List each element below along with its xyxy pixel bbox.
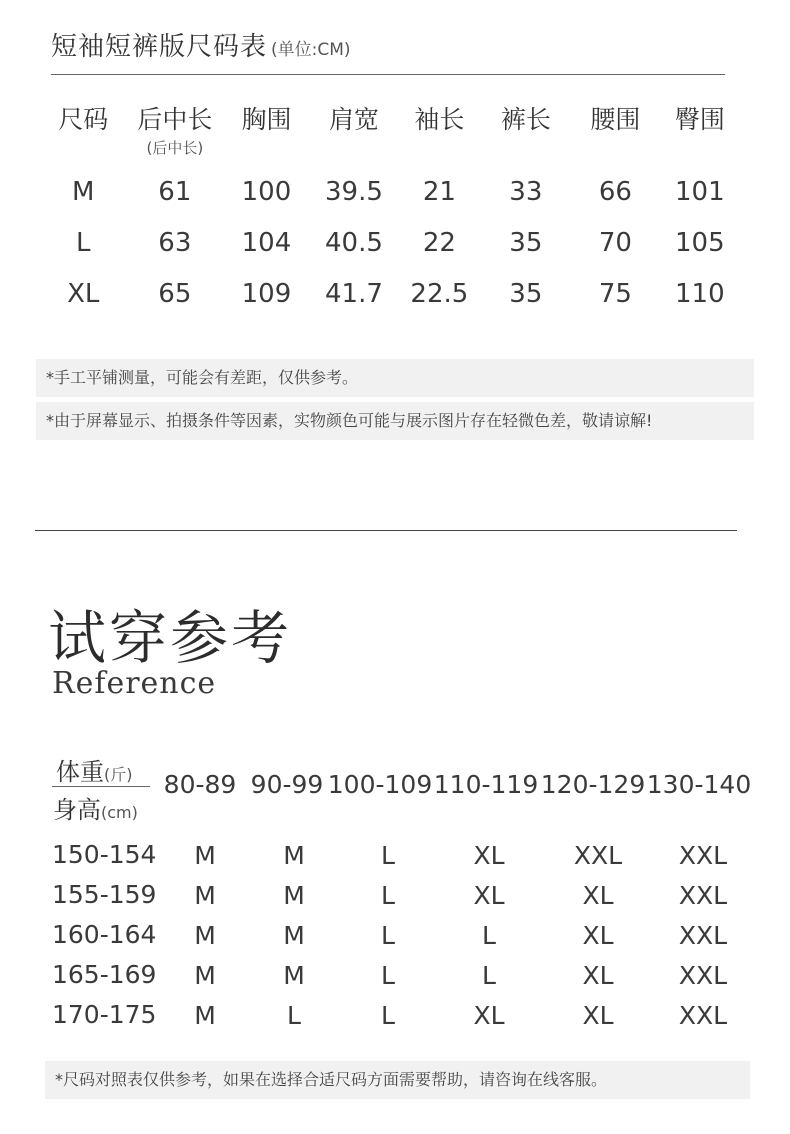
weight-range-header: 110-119 bbox=[433, 770, 539, 799]
cell-chest: 104 bbox=[241, 227, 292, 258]
reference-size-cell: XXL bbox=[678, 921, 728, 950]
weight-range-header: 90-99 bbox=[250, 770, 324, 799]
reference-size-cell: M bbox=[194, 961, 216, 990]
reference-size-cell: L bbox=[381, 961, 395, 990]
cell-chest: 109 bbox=[241, 278, 292, 309]
cell-sleeve: 21 bbox=[422, 176, 456, 207]
cell-waist: 66 bbox=[598, 176, 632, 207]
reference-size-cell: M bbox=[283, 841, 305, 870]
reference-size-cell: XL bbox=[582, 881, 614, 910]
size-row bbox=[40, 217, 740, 268]
title-divider bbox=[51, 74, 725, 75]
measurement-note: *手工平铺测量，可能会有差距，仅供参考。 bbox=[36, 359, 754, 397]
reference-size-cell: XL bbox=[582, 1001, 614, 1030]
reference-size-cell: M bbox=[194, 1001, 216, 1030]
cell-shoulder: 41.7 bbox=[325, 278, 383, 309]
cell-pants-length: 35 bbox=[509, 227, 543, 258]
reference-note: *尺码对照表仅供参考，如果在选择合适尺码方面需要帮助，请咨询在线客服。 bbox=[45, 1061, 750, 1099]
cell-waist: 70 bbox=[598, 227, 632, 258]
reference-size-cell: L bbox=[381, 921, 395, 950]
header-pants-length: 裤长 bbox=[500, 105, 551, 134]
reference-corner-header bbox=[52, 752, 152, 822]
reference-size-cell: M bbox=[194, 921, 216, 950]
cell-size: XL bbox=[67, 278, 100, 309]
height-range-label: 170-175 bbox=[52, 1000, 157, 1029]
size-chart-header-row bbox=[40, 96, 740, 166]
reference-size-cell: XL bbox=[473, 841, 505, 870]
reference-size-cell: XXL bbox=[678, 841, 728, 870]
cell-pants-length: 35 bbox=[509, 278, 543, 309]
reference-size-cell: L bbox=[381, 841, 395, 870]
reference-size-cell: XXL bbox=[678, 1001, 728, 1030]
reference-subtitle: Reference bbox=[52, 666, 217, 701]
reference-size-cell: XL bbox=[582, 961, 614, 990]
weight-axis-label: 体重(斤) bbox=[56, 758, 133, 786]
cell-back-length: 65 bbox=[158, 278, 192, 309]
cell-chest: 100 bbox=[241, 176, 292, 207]
cell-sleeve: 22.5 bbox=[410, 278, 469, 309]
reference-size-cell: M bbox=[194, 841, 216, 870]
header-size: 尺码 bbox=[58, 105, 109, 134]
reference-size-cell: M bbox=[283, 961, 305, 990]
corner-divider bbox=[52, 786, 150, 787]
size-chart-unit: (单位:CM) bbox=[271, 40, 351, 60]
header-hip: 臀围 bbox=[674, 105, 725, 134]
section-divider bbox=[35, 530, 737, 531]
weight-range-header: 130-140 bbox=[646, 770, 752, 799]
header-chest: 胸围 bbox=[241, 105, 292, 134]
weight-range-header: 120-129 bbox=[540, 770, 646, 799]
cell-size: L bbox=[75, 227, 91, 258]
weight-range-header: 80-89 bbox=[163, 770, 237, 799]
header-waist: 腰围 bbox=[590, 105, 641, 134]
reference-size-cell: M bbox=[283, 881, 305, 910]
height-range-label: 150-154 bbox=[52, 840, 157, 869]
reference-size-cell: M bbox=[194, 881, 216, 910]
reference-size-cell: L bbox=[482, 921, 496, 950]
reference-size-cell: XXL bbox=[678, 961, 728, 990]
reference-title: 试穿参考 bbox=[48, 604, 293, 672]
cell-size: M bbox=[72, 176, 95, 207]
header-shoulder: 肩宽 bbox=[328, 105, 379, 134]
reference-size-cell: M bbox=[283, 921, 305, 950]
color-disclaimer-note: *由于屏幕显示、拍摄条件等因素，实物颜色可能与展示图片存在轻微色差，敬请谅解! bbox=[36, 402, 754, 440]
header-back-length-sub: (后中长) bbox=[146, 139, 204, 157]
reference-size-cell: L bbox=[482, 961, 496, 990]
cell-hip: 105 bbox=[675, 227, 725, 258]
cell-shoulder: 40.5 bbox=[325, 227, 383, 258]
reference-size-cell: XL bbox=[473, 1001, 505, 1030]
cell-pants-length: 33 bbox=[509, 176, 543, 207]
header-back-length: 后中长 (后中长) bbox=[126, 96, 223, 166]
height-range-label: 160-164 bbox=[52, 920, 157, 949]
cell-hip: 110 bbox=[675, 278, 725, 309]
cell-sleeve: 22 bbox=[422, 227, 456, 258]
cell-waist: 75 bbox=[598, 278, 632, 309]
cell-back-length: 63 bbox=[158, 227, 192, 258]
cell-shoulder: 39.5 bbox=[325, 176, 383, 207]
reference-size-cell: L bbox=[287, 1001, 301, 1030]
cell-back-length: 61 bbox=[158, 176, 192, 207]
reference-size-cell: XL bbox=[473, 881, 505, 910]
size-row bbox=[40, 166, 740, 217]
reference-size-cell: L bbox=[381, 1001, 395, 1030]
reference-size-cell: XXL bbox=[573, 841, 623, 870]
height-range-label: 155-159 bbox=[52, 880, 157, 909]
weight-range-header: 100-109 bbox=[327, 770, 433, 799]
size-row bbox=[40, 268, 740, 319]
header-sleeve: 袖长 bbox=[414, 105, 465, 134]
reference-size-cell: L bbox=[381, 881, 395, 910]
cell-hip: 101 bbox=[675, 176, 725, 207]
height-range-label: 165-169 bbox=[52, 960, 157, 989]
height-axis-label: 身高(cm) bbox=[53, 796, 138, 824]
size-chart-table bbox=[40, 96, 740, 319]
reference-size-cell: XL bbox=[582, 921, 614, 950]
size-chart-title: 短袖短裤版尺码表 (单位:CM) bbox=[51, 32, 351, 62]
reference-size-cell: XXL bbox=[678, 881, 728, 910]
